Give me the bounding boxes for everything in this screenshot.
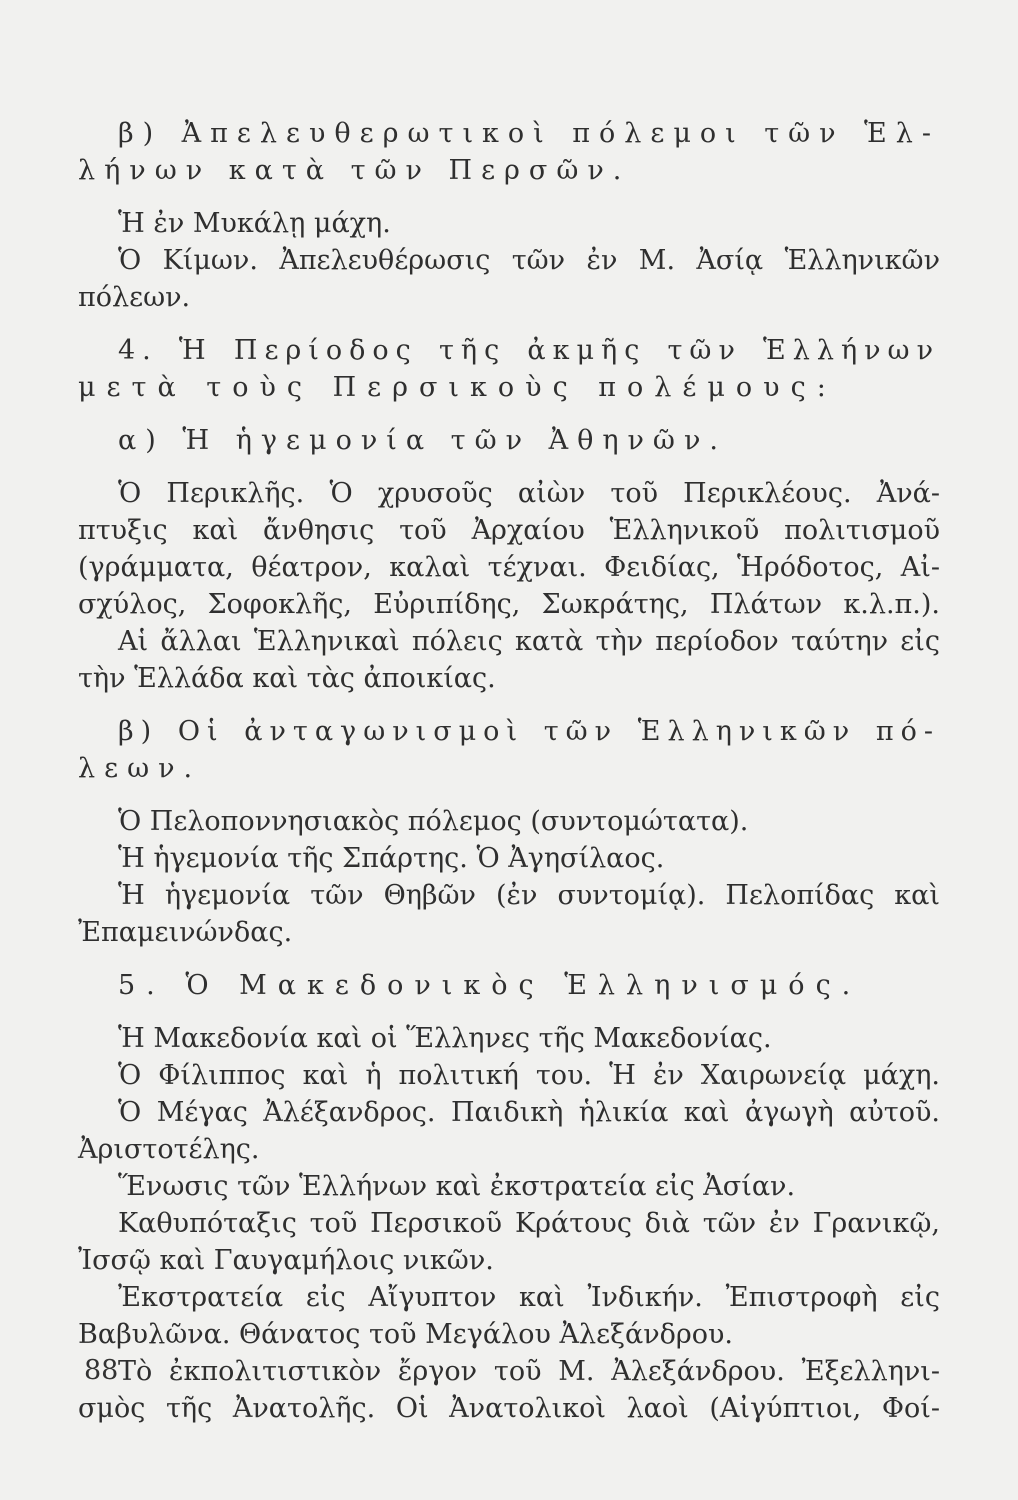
text-line: σχύλος, Σοφοκλῆς, Εὐριπίδης, Σωκράτης, Πλάτων κ.λ.π.).: [78, 589, 940, 620]
text-line: σμὸς τῆς Ἀνατολῆς. Οἱ Ἀνατολικοὶ λαοὶ (Αἰγύπτιοι, Φοί-: [78, 1393, 940, 1424]
text-line: Τὸ ἐκπολιτιστικὸν ἔργον τοῦ Μ. Ἀλεξάνδρου. Ἐξελληνι-: [118, 1356, 940, 1387]
text-line: Ὁ Περικλῆς. Ὁ χρυσοῦς αἰὼν τοῦ Περικλέους. Ἀνά-: [118, 478, 940, 509]
text-line: Ἀριστοτέλης.: [78, 1134, 260, 1165]
text-line: Αἱ ἄλλαι Ἑλληνικαὶ πόλεις κατὰ τὴν περίοδον ταύτην εἰς: [118, 626, 940, 657]
page-number: 88: [84, 1355, 119, 1386]
section-heading-cont: λεων.: [78, 753, 202, 784]
text-line: Ἡ ἡγεμονία τῆς Σπάρτης. Ὁ Ἀγησίλαος.: [118, 843, 665, 874]
text-line: Ἐκστρατεία εἰς Αἴγυπτον καὶ Ἰνδικήν. Ἐπιστροφὴ εἰς: [118, 1282, 940, 1313]
text-line: Ὁ Φίλιππος καὶ ἡ πολιτική του. Ἡ ἐν Χαιρωνείᾳ μάχη.: [118, 1060, 940, 1091]
text-line: Καθυπόταξις τοῦ Περσικοῦ Κράτους διὰ τῶν ἐν Γρανικῷ,: [118, 1208, 940, 1239]
text-line: Ἡ ἐν Μυκάλῃ μάχη.: [118, 208, 391, 239]
text-line: Ἕνωσις τῶν Ἑλλήνων καὶ ἐκστρατεία εἰς Ἀσίαν.: [118, 1171, 796, 1202]
page-body: [78, 115, 940, 1427]
text-line: Ὁ Μέγας Ἀλέξανδρος. Παιδικὴ ἡλικία καὶ ἀγωγὴ αὐτοῦ.: [118, 1097, 940, 1128]
section-heading: β) Οἱ ἀνταγωνισμοὶ τῶν Ἑλληνικῶν πό-: [118, 716, 940, 747]
chapter-heading: 4. Ἡ Περίοδος τῆς ἀκμῆς τῶν Ἑλλήνων: [118, 335, 940, 366]
section-heading-cont: λήνων κατὰ τῶν Περσῶν.: [78, 155, 631, 186]
chapter-heading: 5. Ὁ Μακεδονικὸς Ἑλληνισμός.: [118, 970, 862, 1001]
section-heading: α) Ἡ ἡγεμονία τῶν Ἀθηνῶν.: [118, 425, 727, 456]
text-line: Ἰσσῷ καὶ Γαυγαμήλοις νικῶν.: [78, 1245, 494, 1276]
text-line: (γράμματα, θέατρον, καλαὶ τέχναι. Φειδίας, Ἡρόδοτος, Αἰ-: [78, 552, 940, 583]
text-line: πόλεων.: [78, 282, 191, 313]
chapter-heading-cont: μετὰ τοὺς Περσικοὺς πολέμους:: [78, 372, 837, 403]
section-heading: β) Ἀπελευθερωτικοὶ πόλεμοι τῶν Ἑλ-: [118, 118, 940, 149]
text-line: πτυξις καὶ ἄνθησις τοῦ Ἀρχαίου Ἑλληνικοῦ πολιτισμοῦ: [78, 515, 940, 546]
text-line: Ὁ Πελοποννησιακὸς πόλεμος (συντομώτατα).: [118, 806, 749, 837]
text-line: Ὁ Κίμων. Ἀπελευθέρωσις τῶν ἐν Μ. Ἀσίᾳ Ἑλληνικῶν: [118, 245, 940, 276]
text-line: τὴν Ἑλλάδα καὶ τὰς ἀποικίας.: [78, 663, 496, 694]
text-line: Βαβυλῶνα. Θάνατος τοῦ Μεγάλου Ἀλεξάνδρου.: [78, 1319, 734, 1350]
text-line: Ἡ Μακεδονία καὶ οἱ Ἕλληνες τῆς Μακεδονίας.: [118, 1023, 772, 1054]
text-line: Ἡ ἡγεμονία τῶν Θηβῶν (ἐν συντομίᾳ). Πελοπίδας καὶ: [118, 880, 940, 911]
text-line: Ἐπαμεινώνδας.: [78, 917, 293, 948]
